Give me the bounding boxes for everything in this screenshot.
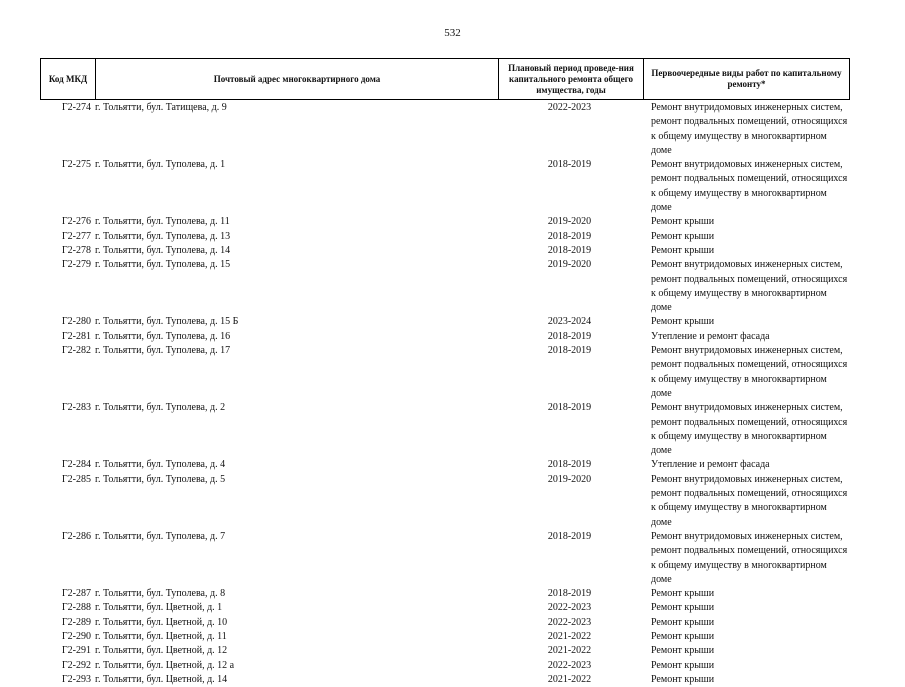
table-row — [40, 473, 850, 530]
table-row — [40, 601, 850, 615]
cell-period: 2022-2023 — [547, 102, 592, 113]
cell-period: 2018-2019 — [547, 588, 592, 600]
cell-code: Г2-276 — [61, 216, 91, 228]
table-row — [40, 673, 850, 687]
cell-address: г. Тольятти, бул. Туполева, д. 1 — [95, 159, 226, 171]
cell-address: г. Тольятти, бул. Туполева, д. 4 — [95, 459, 226, 471]
cell-works: Ремонт внутридомовых инженерных систем, ремонт подвальных помещений, относящихся к общему имуществу в многоквартирном доме — [651, 159, 848, 214]
table-header — [40, 58, 850, 100]
cell-works: Утепление и ремонт фасада — [651, 330, 770, 342]
cell-period: 2019-2020 — [547, 216, 592, 228]
cell-period: 2018-2019 — [547, 230, 592, 242]
table-row — [40, 258, 850, 315]
cell-address: г. Тольятти, бул. Цветной, д. 14 — [95, 673, 228, 685]
cell-code: Г2-275 — [61, 159, 91, 171]
cell-works: Ремонт крыши — [651, 244, 715, 256]
page-number: 532 — [444, 27, 461, 39]
cell-period: 2018-2019 — [547, 530, 592, 542]
cell-code: Г2-283 — [61, 402, 91, 414]
table-row — [40, 401, 850, 458]
cell-address: г. Тольятти, бул. Туполева, д. 16 — [95, 330, 231, 342]
cell-works: Ремонт крыши — [651, 230, 715, 242]
cell-period: 2021-2022 — [547, 630, 592, 642]
header-code: Код МКД — [48, 73, 88, 84]
cell-period: 2023-2024 — [547, 316, 592, 328]
cell-address: г. Тольятти, бул. Цветной, д. 11 — [95, 630, 227, 642]
cell-works: Ремонт крыши — [651, 588, 715, 600]
cell-period: 2018-2019 — [547, 244, 592, 256]
cell-works: Ремонт крыши — [651, 659, 715, 671]
table-row — [40, 330, 850, 344]
cell-address: г. Тольятти, бул. Туполева, д. 17 — [95, 345, 231, 357]
cell-code: Г2-278 — [61, 244, 91, 256]
cell-period: 2018-2019 — [547, 402, 592, 414]
cell-address: г. Тольятти, бул. Туполева, д. 8 — [95, 588, 226, 600]
cell-period: 2022-2023 — [547, 602, 592, 614]
cell-period: 2018-2019 — [547, 459, 592, 471]
cell-period: 2019-2020 — [547, 473, 592, 485]
cell-works: Ремонт крыши — [651, 316, 715, 328]
table-body — [40, 101, 850, 687]
cell-works: Ремонт внутридомовых инженерных систем, ремонт подвальных помещений, относящихся к общему имуществу в многоквартирном доме — [651, 402, 848, 457]
table-row — [40, 344, 850, 401]
table-row — [40, 244, 850, 258]
cell-period: 2018-2019 — [547, 330, 592, 342]
cell-address: г. Тольятти, бул. Туполева, д. 2 — [95, 402, 226, 414]
cell-code: Г2-280 — [61, 316, 91, 328]
cell-works: Ремонт внутридомовых инженерных систем, ремонт подвальных помещений, относящихся к общему имуществу в многоквартирном доме — [651, 345, 848, 399]
cell-code: Г2-279 — [61, 259, 91, 271]
cell-address: г. Тольятти, бул. Туполева, д. 14 — [95, 244, 231, 256]
table-row — [40, 616, 850, 630]
cell-period: 2019-2020 — [547, 259, 592, 271]
cell-address: г. Тольятти, бул. Цветной, д. 12 а — [95, 659, 235, 671]
cell-period: 2018-2019 — [547, 159, 592, 171]
table-row — [40, 659, 850, 673]
cell-code: Г2-292 — [61, 659, 91, 671]
cell-address: г. Тольятти, бул. Туполева, д. 7 — [95, 530, 226, 542]
cell-works: Ремонт внутридомовых инженерных систем, ремонт подвальных помещений, относящихся к общему имуществу в многоквартирном доме — [651, 473, 848, 528]
cell-code: Г2-289 — [61, 616, 91, 628]
cell-works: Ремонт крыши — [651, 673, 715, 685]
cell-address: г. Тольятти, бул. Туполева, д. 11 — [95, 216, 230, 228]
cell-code: Г2-286 — [61, 530, 91, 542]
cell-code: Г2-287 — [61, 588, 91, 600]
cell-period: 2022-2023 — [547, 616, 592, 628]
cell-code: Г2-290 — [61, 630, 91, 642]
cell-works: Ремонт внутридомовых инженерных систем, ремонт подвальных помещений, относящихся к общему имуществу в многоквартирном доме — [651, 259, 848, 314]
cell-address: г. Тольятти, бул. Цветной, д. 12 — [95, 645, 228, 657]
table-row — [40, 230, 850, 244]
cell-period: 2021-2022 — [547, 645, 592, 657]
cell-works: Ремонт крыши — [651, 216, 715, 228]
cell-works: Ремонт крыши — [651, 616, 715, 628]
cell-address: г. Тольятти, бул. Татищева, д. 9 — [95, 102, 227, 113]
table-row — [40, 158, 850, 215]
header-period: Плановый период проведе-ния капитального ремонта общего имущества, годы — [498, 59, 643, 99]
table-row — [40, 101, 850, 158]
table-row — [40, 215, 850, 229]
header-address: Почтовый адрес многоквартирного дома — [95, 59, 498, 99]
cell-code: Г2-277 — [61, 230, 91, 242]
cell-period: 2018-2019 — [547, 345, 592, 357]
cell-address: г. Тольятти, бул. Цветной, д. 10 — [95, 616, 228, 628]
cell-works: Ремонт крыши — [651, 630, 715, 642]
table-row — [40, 315, 850, 329]
cell-works: Ремонт крыши — [651, 645, 715, 657]
cell-period: 2021-2022 — [547, 673, 592, 685]
cell-code: Г2-274 — [61, 102, 91, 113]
cell-address: г. Тольятти, бул. Туполева, д. 13 — [95, 230, 231, 242]
cell-works: Утепление и ремонт фасада — [651, 459, 770, 471]
cell-code: Г2-288 — [61, 602, 91, 614]
cell-address: г. Тольятти, бул. Туполева, д. 15 Б — [95, 316, 239, 328]
table-row — [40, 644, 850, 658]
table-row — [40, 630, 850, 644]
cell-period: 2022-2023 — [547, 659, 592, 671]
cell-code: Г2-285 — [61, 473, 91, 485]
cell-address: г. Тольятти, бул. Туполева, д. 15 — [95, 259, 231, 271]
table-row — [40, 587, 850, 601]
cell-works: Ремонт внутридомовых инженерных систем, ремонт подвальных помещений, относящихся к общему имуществу в многоквартирном доме — [651, 102, 848, 156]
cell-code: Г2-281 — [61, 330, 91, 342]
cell-address: г. Тольятти, бул. Цветной, д. 1 — [95, 602, 223, 614]
table-row — [40, 458, 850, 472]
cell-address: г. Тольятти, бул. Туполева, д. 5 — [95, 473, 226, 485]
cell-works: Ремонт крыши — [651, 602, 715, 614]
cell-code: Г2-282 — [61, 345, 91, 357]
cell-code: Г2-293 — [61, 673, 91, 685]
cell-code: Г2-291 — [61, 645, 91, 657]
header-works: Первоочередные виды работ по капитальному ремонту* — [643, 59, 849, 99]
cell-code: Г2-284 — [61, 459, 91, 471]
cell-works: Ремонт внутридомовых инженерных систем, ремонт подвальных помещений, относящихся к общему имуществу в многоквартирном доме — [651, 530, 848, 585]
table-row — [40, 530, 850, 587]
